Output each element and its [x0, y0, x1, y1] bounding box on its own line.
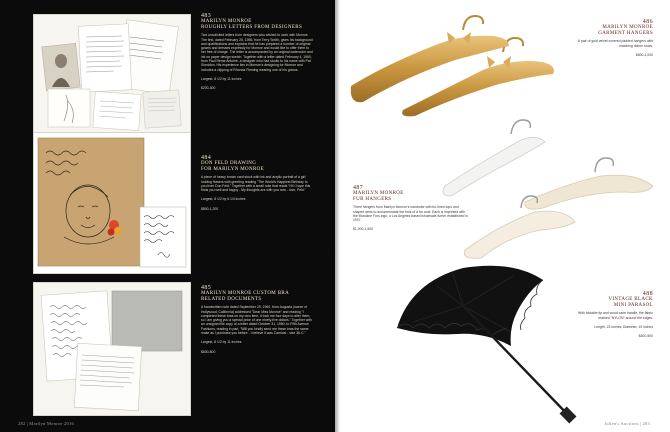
lot-title: RELATED DOCUMENTS: [201, 297, 262, 303]
bra-documents-illustration: [34, 283, 190, 415]
lot-estimate: $800-1,200: [201, 206, 219, 211]
lot-title: FOR MARILYN MONROE: [201, 167, 265, 173]
lot-description: A piece of heavy brown card stock with ink and acrylic portrait of a girl holding flowers with greeting reading "The World's Happiest Birthday to you from Don Feld." Together with a small note that reads "Hi! I hope this finds you well and happy - My thoughts are with you now - love, Feld.": [201, 175, 311, 193]
lot-483: [33, 14, 315, 132]
lot-estimate: $1,000-1,500: [353, 227, 373, 232]
lot-486-text: [573, 20, 653, 57]
lot-number: 483: [201, 13, 212, 19]
lot-description: Two unsolicited letters from designers who wished to work with Monroe. The first, dated February 25, 1956, from Terry Smith, gives his background and qualifications and explains that he has prepared a number of original gowns and dresses expressly for Monroe and would like to offer them to her free of charge. The letter is accompanied by an original watercolor and ink on paper design sketch. Together with a letter dated February 4, 1960, from Paul Reme Antoine, a designer who had studio to his name with Pat Sheddon. His experience lies in Monroe's designing for Monroe and includes a clipping of Rhonda Fleming wearing one of his gowns.: [201, 33, 313, 72]
spine-gutter: [330, 0, 340, 432]
bra-documents-photo: [33, 282, 191, 416]
right-page: [335, 0, 670, 432]
lot-number: 486: [642, 19, 653, 25]
page-folio-right: Julien's Auctions | 283: [604, 421, 650, 426]
lot-description: A pair of gold velvet covered padded hangers with matching ribbon bows.: [577, 39, 653, 48]
lot-487-text: [353, 186, 469, 232]
lot-title: MARILYN MONROE CUSTOM BRA: [201, 291, 290, 297]
lot-estimate: $300-500: [638, 334, 653, 339]
lot-size: Largest, 8 1/2 by 11 inches: [201, 76, 242, 81]
lot-title: GARMENT HANGERS: [598, 31, 653, 37]
lot-title: MINI PARASOL: [613, 303, 653, 309]
lot-488-text: [571, 292, 653, 338]
lot-484: [33, 132, 315, 272]
lot-title: VINTAGE BLACK: [608, 297, 653, 303]
lot-number: 484: [201, 155, 212, 161]
page-folio-left: 282 | Marilyn Monroe 2016: [18, 421, 74, 426]
lot-number: 487: [353, 185, 364, 191]
lot-title: ROUGHLY LETTERS FROM DESIGNERS: [201, 25, 303, 31]
lot-size: Largest, 8 1/2 by 6 1/4 inches: [201, 197, 246, 202]
lot-title: DON FELD DRAWING: [201, 161, 257, 167]
lot-size: Length, 23 inches; Diameter, 19 inches: [594, 324, 653, 329]
lot-description: With foldable tip and wood cane handle, the fabric marked "NYLON" around the edges.: [577, 311, 653, 320]
lot-485: [33, 282, 315, 414]
letters-illustration: [34, 15, 190, 133]
lot-number: 488: [642, 291, 653, 297]
lot-title: MARILYN MONROE: [201, 19, 252, 25]
lot-title: MARILYN MONROE: [602, 25, 653, 31]
lot-description: Three hangers from Marilyn Monroe's wardrobe with fur-lined tops and shaped arms to accommodate the bulk of a fur coat. Each is imprinted with the Mordane Furs logo, a Los Angeles based wholesale furrier established in 1947.: [353, 205, 468, 223]
lot-484-text: [201, 156, 313, 211]
lot-size: Largest, 8 1/2 by 11 inches: [201, 340, 242, 345]
lot-title: MARILYN MONROE: [353, 191, 404, 197]
lot-title: FUR HANGERS: [353, 197, 392, 203]
drawing-photo: [33, 132, 191, 274]
lot-description: A handwritten note dated September 29, 1960, from Augusta (owner of Hollywood, California) addressed "Dear Miss Monroe" and reading "I completed these bras on my own time, it took me four days to alter them, so I am giving you a special price of one ninety-five dollars." Together with an unsigned file copy of a letter dated October 31, 1960, to Fifth Avenue Fashions, reading in part, "Will you kindly send me these bras the same make as I purchase you before - I believe it was Carnival - size 36-C.": [201, 305, 312, 336]
letters-photo: [33, 14, 191, 134]
lot-estimate: $600-1,000: [635, 52, 653, 57]
lot-estimate: $200-300: [201, 86, 216, 91]
drawing-illustration: [34, 133, 190, 273]
lot-485-text: [201, 286, 313, 354]
lot-483-text: [201, 14, 313, 91]
lot-number: 485: [201, 285, 212, 291]
lot-estimate: $600-800: [201, 349, 216, 354]
parasol-image: [393, 262, 583, 424]
gold-hangers-image: [343, 6, 565, 118]
